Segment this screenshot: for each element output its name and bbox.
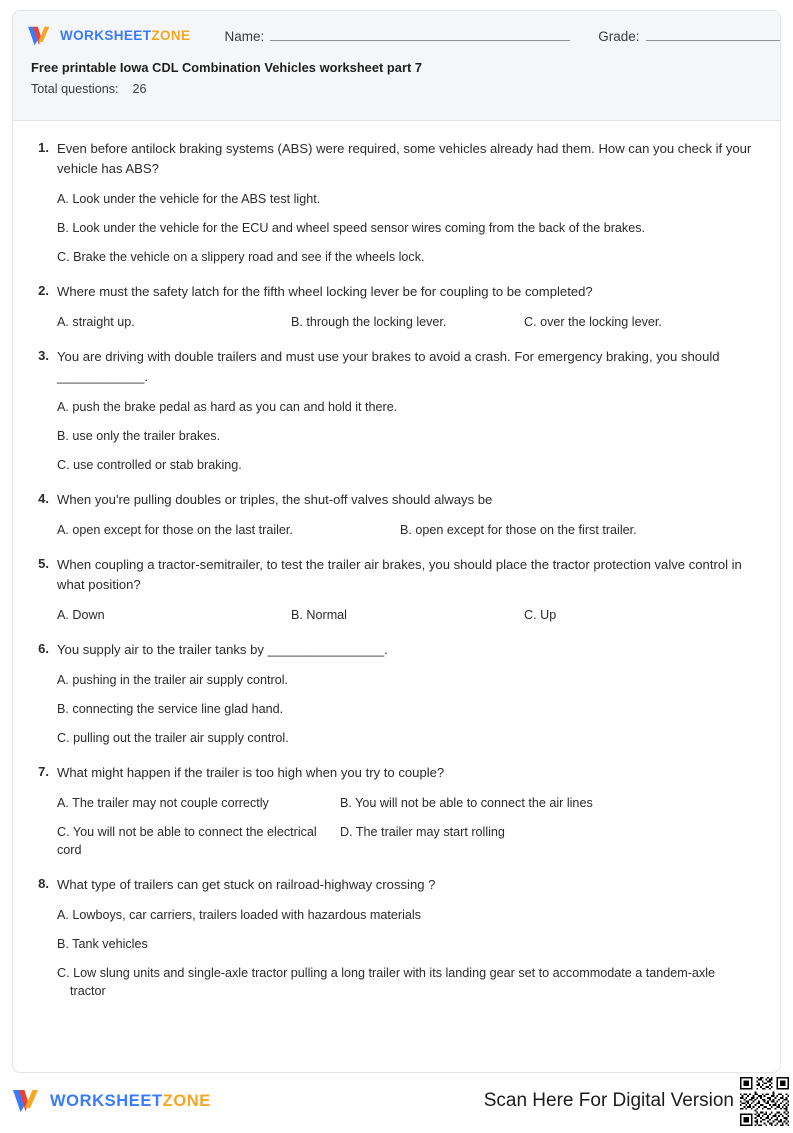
option-c[interactable]: C. Low slung units and single-axle tractor pulling a long trailer with its landing gear set to accommodate a tandem-axle tractor	[57, 966, 716, 998]
option-c[interactable]: C. Brake the vehicle on a slippery road and see if the wheels lock.	[57, 250, 425, 264]
option-c[interactable]: C. You will not be able to connect the electrical cord	[57, 825, 317, 857]
option-list	[57, 190, 754, 266]
option-row	[57, 190, 754, 208]
question-text: Where must the safety latch for the fifth wheel locking lever be for coupling to be completed?	[57, 284, 593, 299]
worksheet-zone-w-logo-icon	[12, 1088, 42, 1114]
footer-brand-name-worksheet: WORKSHEET	[50, 1091, 163, 1110]
option-row	[57, 398, 754, 416]
option-row	[57, 248, 754, 266]
question-item	[31, 875, 754, 1000]
option-row	[57, 964, 754, 1000]
grade-input-line[interactable]	[646, 27, 781, 41]
question-item	[31, 490, 754, 539]
option-c[interactable]: C. Up	[524, 608, 557, 622]
questions-list	[13, 121, 780, 1026]
option-d[interactable]: D. The trailer may start rolling	[340, 825, 505, 839]
question-body	[57, 282, 754, 331]
option-a[interactable]: A. straight up.	[57, 315, 135, 329]
question-text: What might happen if the trailer is too high when you try to couple?	[57, 765, 445, 780]
option-a[interactable]: A. Down	[57, 608, 105, 622]
question-number: 2.	[38, 283, 49, 298]
option-c[interactable]: C. over the locking lever.	[524, 315, 662, 329]
option-a[interactable]: A. Look under the vehicle for the ABS test light.	[57, 192, 321, 206]
total-questions-count: 26	[132, 82, 147, 96]
option-a[interactable]: A. open except for those on the last trailer.	[57, 523, 293, 537]
option-b[interactable]: B. Normal	[291, 608, 347, 622]
question-text: What type of trailers can get stuck on railroad-highway crossing ?	[57, 877, 436, 892]
question-body	[57, 640, 754, 747]
footer-brand-name	[50, 1092, 211, 1111]
option-row	[57, 906, 754, 924]
option-c[interactable]: C. pulling out the trailer air supply control.	[57, 731, 289, 745]
question-item	[31, 347, 754, 474]
option-row	[57, 700, 754, 718]
question-item	[31, 139, 754, 266]
question-body	[57, 875, 754, 1000]
question-number: 4.	[38, 491, 49, 506]
option-list	[57, 794, 754, 859]
header-top-row	[13, 11, 780, 47]
option-b[interactable]: B. Look under the vehicle for the ECU and wheel speed sensor wires coming from the back of the brakes.	[57, 221, 646, 235]
question-number: 3.	[38, 348, 49, 363]
option-a[interactable]: A. The trailer may not couple correctly	[57, 796, 269, 810]
question-text: You are driving with double trailers and must use your brakes to avoid a crash. For emergency braking, you should ____________.	[57, 349, 720, 384]
option-b[interactable]: B. open except for those on the first trailer.	[400, 523, 637, 537]
question-text: When you're pulling doubles or triples, the shut-off valves should always be	[57, 492, 493, 507]
option-row	[57, 313, 754, 331]
option-list	[57, 398, 754, 474]
name-label: Name:	[224, 29, 265, 44]
option-c[interactable]: C. use controlled or stab braking.	[57, 458, 242, 472]
question-text: Even before antilock braking systems (ABS) were required, some vehicles already had them. How can you check if your vehicle has ABS?	[57, 141, 752, 176]
total-questions-label: Total questions:	[31, 82, 119, 96]
question-body	[57, 490, 754, 539]
question-body	[57, 763, 754, 859]
option-a[interactable]: A. pushing in the trailer air supply control.	[57, 673, 289, 687]
question-item	[31, 555, 754, 624]
option-list	[57, 606, 754, 624]
question-body	[57, 555, 754, 624]
title-block	[13, 47, 780, 96]
question-number: 7.	[38, 764, 49, 779]
option-b[interactable]: B. through the locking lever.	[291, 315, 447, 329]
option-row	[57, 823, 754, 859]
worksheet-title: Free printable Iowa CDL Combination Vehicles worksheet part 7	[31, 60, 423, 75]
question-number: 8.	[38, 876, 49, 891]
grade-label: Grade:	[598, 29, 640, 44]
total-questions	[31, 82, 766, 96]
option-b[interactable]: B. You will not be able to connect the air lines	[340, 796, 593, 810]
question-number: 5.	[38, 556, 49, 571]
option-a[interactable]: A. push the brake pedal as hard as you can and hold it there.	[57, 400, 398, 414]
brand-name	[60, 28, 190, 43]
worksheet-zone-w-logo-icon	[27, 25, 53, 47]
scan-section	[484, 1075, 791, 1128]
option-row	[57, 456, 754, 474]
option-row	[57, 521, 754, 539]
worksheet-page	[12, 10, 781, 1073]
option-b[interactable]: B. use only the trailer brakes.	[57, 429, 221, 443]
question-text: You supply air to the trailer tanks by ________________.	[57, 642, 388, 657]
worksheet-header	[13, 11, 780, 121]
option-list	[57, 313, 754, 331]
option-b[interactable]: B. connecting the service line glad hand.	[57, 702, 284, 716]
brand-logo	[27, 25, 190, 47]
option-row	[57, 729, 754, 747]
option-list	[57, 521, 754, 539]
page-footer	[0, 1080, 793, 1122]
option-list	[57, 906, 754, 1000]
question-item	[31, 763, 754, 859]
question-body	[57, 139, 754, 266]
name-input-line[interactable]	[270, 27, 570, 41]
question-item	[31, 282, 754, 331]
question-text: When coupling a tractor-semitrailer, to test the trailer air brakes, you should place the tractor protection valve control in what position?	[57, 557, 742, 592]
footer-brand-name-zone: ZONE	[162, 1091, 211, 1110]
question-item	[31, 640, 754, 747]
option-row	[57, 606, 754, 624]
question-body	[57, 347, 754, 474]
qr-code-icon[interactable]	[738, 1075, 791, 1128]
option-row	[57, 427, 754, 445]
scan-label: Scan Here For Digital Version	[483, 1090, 734, 1111]
question-number: 6.	[38, 641, 49, 656]
option-list	[57, 671, 754, 747]
option-row	[57, 219, 754, 237]
option-row	[57, 935, 754, 953]
option-b[interactable]: B. Tank vehicles	[57, 937, 148, 951]
footer-brand-logo	[12, 1088, 211, 1114]
option-row	[57, 671, 754, 689]
brand-name-worksheet: WORKSHEET	[60, 28, 152, 43]
option-row	[57, 794, 754, 812]
option-a[interactable]: A. Lowboys, car carriers, trailers loaded with hazardous materials	[57, 908, 421, 922]
grade-field[interactable]	[598, 27, 781, 44]
question-number: 1.	[38, 140, 49, 155]
name-field[interactable]	[224, 27, 570, 44]
brand-name-zone: ZONE	[151, 28, 191, 43]
